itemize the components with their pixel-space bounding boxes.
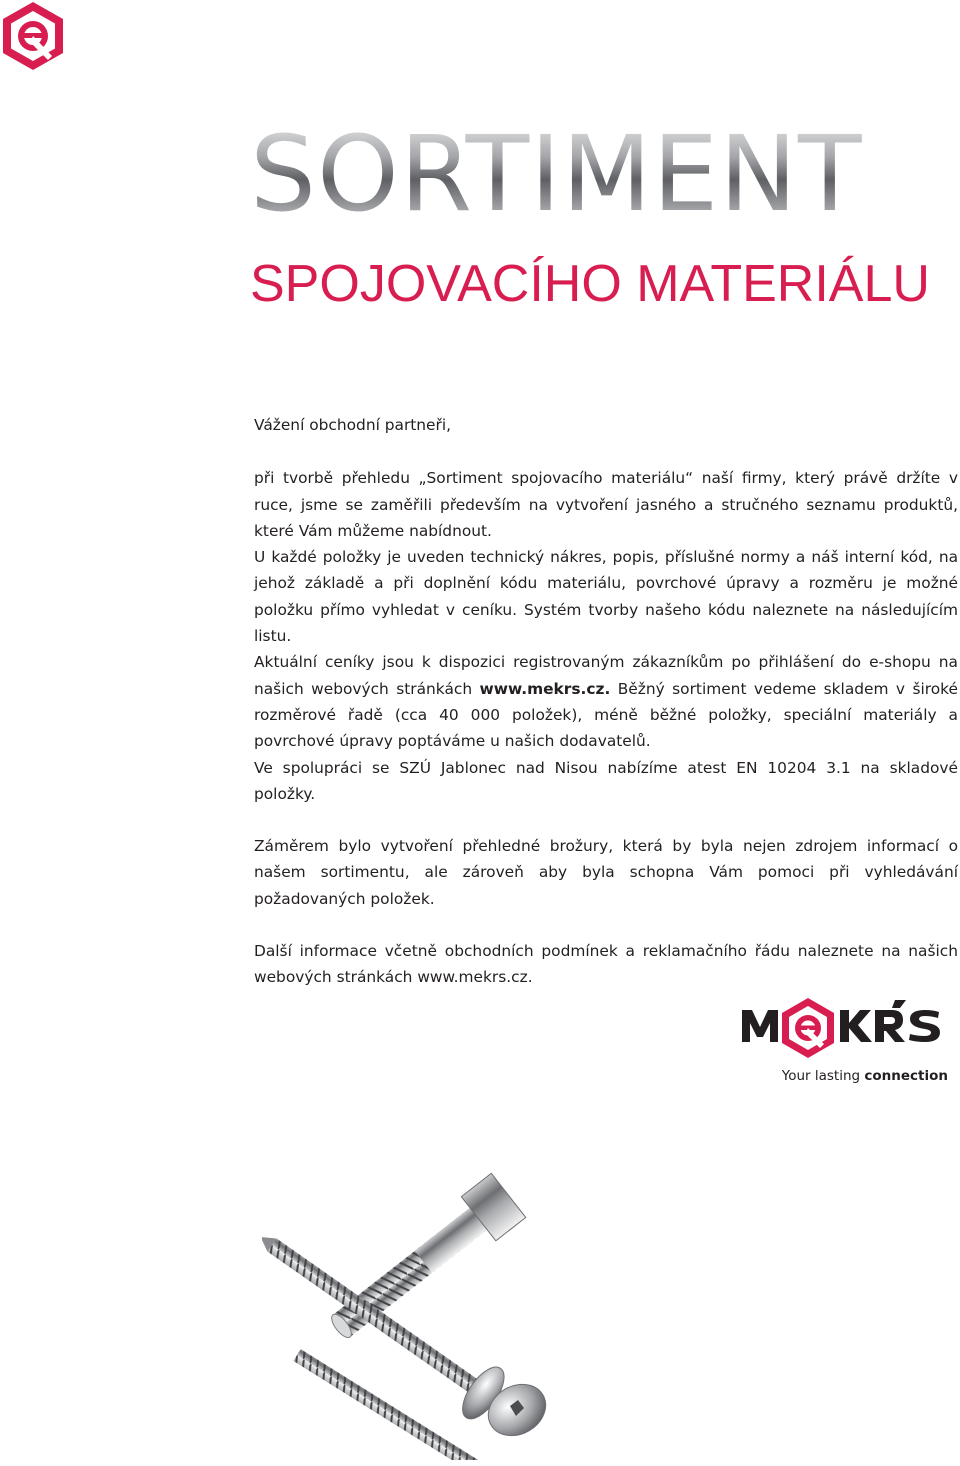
screws-and-bolt-photo-icon <box>262 1160 622 1460</box>
website-link[interactable]: www.mekrs.cz. <box>479 679 611 698</box>
page-title: SORTIMENT <box>250 118 950 230</box>
purpose-paragraph: Záměrem bylo vytvoření přehledné brožury, která by byla nejen zdrojem informací o našem sortimentu, ale zároveň aby byla schopna Vám pomoci při vyhledávání požadovaných položek. <box>254 837 958 908</box>
intro-paragraph: při tvorbě přehledu „Sortiment spojovacího materiálu“ naší firmy, který právě držíte v ruce, jsme se zaměřili především na vytvoření jasného a stručného seznamu produktů, které Vám můžeme nabídnout. <box>254 469 958 540</box>
hexagon-e-logo-icon <box>0 0 66 72</box>
more-info-paragraph: Další informace včetně obchodních podmínek a reklamačního řádu naleznete na našich webových stránkách www.mekrs.cz. <box>254 942 958 987</box>
certificate-paragraph: Ve spolupráci se SZÚ Jablonec nad Nisou nabízíme atest EN 10204 3.1 na skladové položky. <box>254 758 958 803</box>
greeting: Vážení obchodní partneři, <box>254 416 452 434</box>
brand-slogan: Your lasting connection <box>781 1068 948 1084</box>
mekrs-logo-icon <box>740 994 950 1064</box>
pricelist-paragraph: Aktuální ceníky jsou k dispozici registrovaným zákazníkům po přihlášení do e-shopu na našich webových stránkách www.mekrs.cz. Běžný sortiment vedeme skladem v široké rozměrové řadě (cca 40 000 položek), méně běžné položky, speciální materiály a povrchové úpravy poptáváme u našich dodavatelů. <box>254 653 959 751</box>
code-paragraph: U každé položky je uveden technický nákres, popis, příslušné normy a náš interní kód, na jehož základě a při doplnění kódu materiálu, povrchové úpravy a rozměru je možné položku přímo vyhledat v ceníku. Systém tvorby našeho kódu naleznete na následujícím listu. <box>254 548 958 646</box>
letter-body <box>254 412 958 991</box>
page-subtitle: SPOJOVACÍHO MATERIÁLU <box>250 255 930 313</box>
